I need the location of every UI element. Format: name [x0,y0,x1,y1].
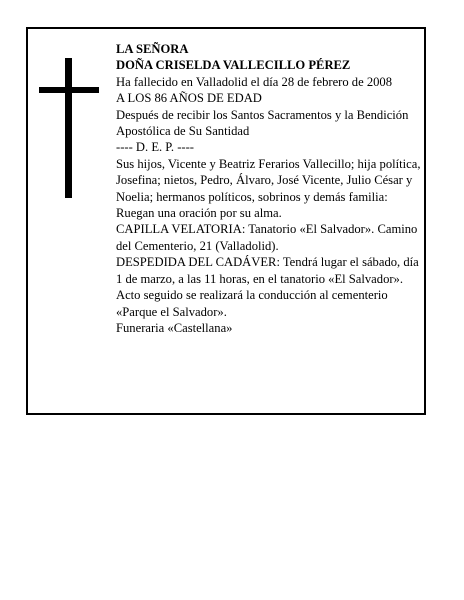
cross-horizontal-bar [39,87,99,93]
notice-text [116,41,422,336]
farewell-info: DESPEDIDA DEL CADÁVER: Tendrá lugar el sábado, día 1 de marzo, a las 11 horas, en el tanatorio «El Salvador». Acto seguido se realizará la conducción al cementerio «Parque el Salvador». [116,255,419,319]
obituary-notice [26,27,426,415]
deceased-name: DOÑA CRISELDA VALLECILLO PÉREZ [116,58,351,73]
funeral-home: Funeraria «Castellana» [116,320,233,335]
notice-title-line1: LA SEÑORA [116,42,189,56]
age-statement: A LOS 86 AÑOS DE EDAD [116,91,262,106]
family-list: Sus hijos, Vicente y Beatriz Ferarios Vallecillo; hija política, Josefina; nietos, Pedro, Álvaro, José Vicente, Julio César y Noelia; hermanos políticos, sobrinos y demás familia: [116,156,421,204]
chapel-info: CAPILLA VELATORIA: Tanatorio «El Salvador». Camino del Cementerio, 21 (Valladolid). [116,222,418,253]
rip-line: ---- D. E. P. ---- [116,140,194,155]
cross-icon [39,58,99,198]
death-statement: Ha fallecido en Valladolid el día 28 de febrero de 2008 [116,74,393,89]
cross-vertical-bar [65,58,72,198]
sacraments-statement: Después de recibir los Santos Sacramentos y la Bendición Apostólica de Su Santidad [116,107,409,139]
prayer-request: Ruegan una oración por su alma. [116,206,282,221]
